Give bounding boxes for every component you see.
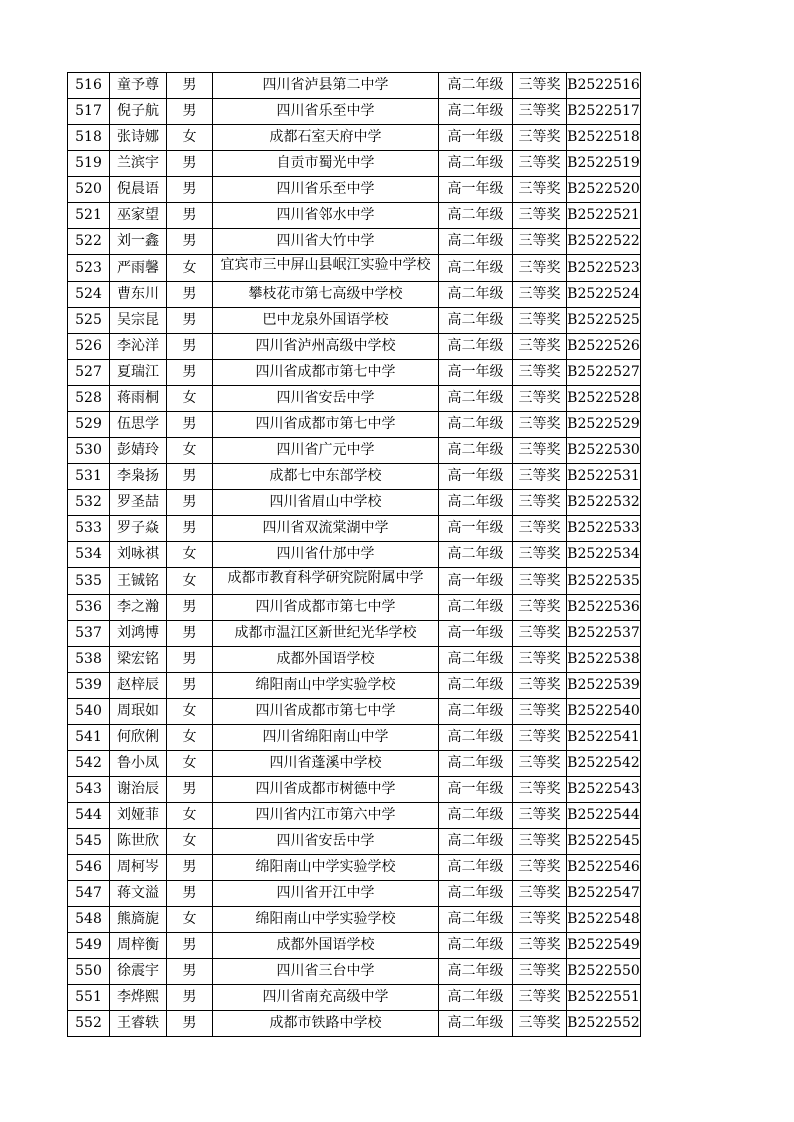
school-name-cell: 自贡市蜀光中学	[213, 151, 439, 177]
school-name-cell: 四川省眉山中学校	[213, 490, 439, 516]
award-level-cell: 三等奖	[513, 125, 567, 151]
certificate-number-cell: B2522544	[567, 803, 641, 829]
gender-cell: 男	[167, 621, 213, 647]
school-name-cell: 四川省安岳中学	[213, 386, 439, 412]
school-name-cell: 成都石室天府中学	[213, 125, 439, 151]
award-level-cell: 三等奖	[513, 673, 567, 699]
gender-cell: 男	[167, 73, 213, 99]
table-row	[68, 621, 641, 647]
gender-cell: 女	[167, 386, 213, 412]
table-row	[68, 542, 641, 568]
gender-cell: 男	[167, 99, 213, 125]
table-row	[68, 177, 641, 203]
certificate-number-cell: B2522522	[567, 229, 641, 255]
student-name-cell: 兰滨宇	[110, 151, 167, 177]
school-name-cell: 成都外国语学校	[213, 647, 439, 673]
school-name-cell: 宜宾市三中屏山县岷江实验中学校	[213, 255, 439, 282]
row-number-cell: 518	[68, 125, 110, 151]
school-name-cell: 成都外国语学校	[213, 933, 439, 959]
certificate-number-cell: B2522539	[567, 673, 641, 699]
row-number-cell: 532	[68, 490, 110, 516]
grade-level-cell: 高二年级	[439, 99, 513, 125]
certificate-number-cell: B2522527	[567, 360, 641, 386]
gender-cell: 女	[167, 542, 213, 568]
student-name-cell: 彭婧玲	[110, 438, 167, 464]
school-name-cell: 四川省成都市第七中学	[213, 412, 439, 438]
student-name-cell: 李枭扬	[110, 464, 167, 490]
school-name-cell: 四川省广元中学	[213, 438, 439, 464]
certificate-number-cell: B2522537	[567, 621, 641, 647]
grade-level-cell: 高一年级	[439, 177, 513, 203]
student-name-cell: 周梓衡	[110, 933, 167, 959]
grade-level-cell: 高二年级	[439, 438, 513, 464]
award-level-cell: 三等奖	[513, 360, 567, 386]
table-row	[68, 595, 641, 621]
table-row	[68, 803, 641, 829]
grade-level-cell: 高二年级	[439, 907, 513, 933]
student-name-cell: 张诗娜	[110, 125, 167, 151]
row-number-cell: 527	[68, 360, 110, 386]
table-row	[68, 99, 641, 125]
table-row	[68, 412, 641, 438]
table-row	[68, 985, 641, 1011]
school-name-cell: 四川省双流棠湖中学	[213, 516, 439, 542]
student-name-cell: 蒋雨桐	[110, 386, 167, 412]
student-name-cell: 伍思学	[110, 412, 167, 438]
certificate-number-cell: B2522547	[567, 881, 641, 907]
school-name-cell: 绵阳南山中学实验学校	[213, 855, 439, 881]
school-name-cell: 绵阳南山中学实验学校	[213, 673, 439, 699]
school-name-cell: 四川省泸县第二中学	[213, 73, 439, 99]
gender-cell: 男	[167, 595, 213, 621]
row-number-cell: 549	[68, 933, 110, 959]
table-row	[68, 881, 641, 907]
gender-cell: 男	[167, 881, 213, 907]
certificate-number-cell: B2522531	[567, 464, 641, 490]
award-level-cell: 三等奖	[513, 933, 567, 959]
gender-cell: 女	[167, 829, 213, 855]
gender-cell: 男	[167, 177, 213, 203]
gender-cell: 男	[167, 959, 213, 985]
certificate-number-cell: B2522535	[567, 568, 641, 595]
table-row	[68, 725, 641, 751]
grade-level-cell: 高二年级	[439, 151, 513, 177]
grade-level-cell: 高二年级	[439, 73, 513, 99]
row-number-cell: 536	[68, 595, 110, 621]
table-row	[68, 360, 641, 386]
grade-level-cell: 高一年级	[439, 464, 513, 490]
certificate-number-cell: B2522543	[567, 777, 641, 803]
grade-level-cell: 高二年级	[439, 282, 513, 308]
gender-cell: 男	[167, 282, 213, 308]
award-level-cell: 三等奖	[513, 881, 567, 907]
award-level-cell: 三等奖	[513, 464, 567, 490]
gender-cell: 女	[167, 438, 213, 464]
table-row	[68, 125, 641, 151]
row-number-cell: 528	[68, 386, 110, 412]
award-level-cell: 三等奖	[513, 73, 567, 99]
table-row	[68, 282, 641, 308]
row-number-cell: 517	[68, 99, 110, 125]
gender-cell: 男	[167, 855, 213, 881]
certificate-number-cell: B2522551	[567, 985, 641, 1011]
row-number-cell: 543	[68, 777, 110, 803]
table-row	[68, 386, 641, 412]
school-name-cell: 四川省安岳中学	[213, 829, 439, 855]
gender-cell: 男	[167, 203, 213, 229]
award-level-cell: 三等奖	[513, 595, 567, 621]
student-name-cell: 蒋文溢	[110, 881, 167, 907]
certificate-number-cell: B2522538	[567, 647, 641, 673]
table-row	[68, 568, 641, 595]
table-row	[68, 1011, 641, 1037]
grade-level-cell: 高二年级	[439, 959, 513, 985]
award-level-cell: 三等奖	[513, 412, 567, 438]
certificate-number-cell: B2522546	[567, 855, 641, 881]
student-name-cell: 熊旖旎	[110, 907, 167, 933]
certificate-number-cell: B2522548	[567, 907, 641, 933]
table-row	[68, 959, 641, 985]
gender-cell: 男	[167, 516, 213, 542]
gender-cell: 男	[167, 360, 213, 386]
gender-cell: 男	[167, 1011, 213, 1037]
school-name-cell: 成都市铁路中学校	[213, 1011, 439, 1037]
row-number-cell: 545	[68, 829, 110, 855]
gender-cell: 男	[167, 647, 213, 673]
certificate-number-cell: B2522542	[567, 751, 641, 777]
grade-level-cell: 高二年级	[439, 803, 513, 829]
school-name-cell: 四川省邻水中学	[213, 203, 439, 229]
certificate-number-cell: B2522526	[567, 334, 641, 360]
student-name-cell: 刘一鑫	[110, 229, 167, 255]
table-row	[68, 647, 641, 673]
student-name-cell: 周珉如	[110, 699, 167, 725]
certificate-number-cell: B2522518	[567, 125, 641, 151]
certificate-number-cell: B2522528	[567, 386, 641, 412]
award-level-cell: 三等奖	[513, 490, 567, 516]
certificate-number-cell: B2522524	[567, 282, 641, 308]
table-row	[68, 933, 641, 959]
roster-body	[68, 73, 641, 1037]
student-name-cell: 严雨馨	[110, 255, 167, 282]
grade-level-cell: 高二年级	[439, 673, 513, 699]
row-number-cell: 516	[68, 73, 110, 99]
grade-level-cell: 高二年级	[439, 412, 513, 438]
row-number-cell: 540	[68, 699, 110, 725]
certificate-number-cell: B2522521	[567, 203, 641, 229]
student-name-cell: 刘鸿博	[110, 621, 167, 647]
row-number-cell: 544	[68, 803, 110, 829]
grade-level-cell: 高二年级	[439, 490, 513, 516]
grade-level-cell: 高二年级	[439, 203, 513, 229]
row-number-cell: 542	[68, 751, 110, 777]
student-name-cell: 夏瑞江	[110, 360, 167, 386]
award-level-cell: 三等奖	[513, 282, 567, 308]
certificate-number-cell: B2522536	[567, 595, 641, 621]
table-row	[68, 907, 641, 933]
grade-level-cell: 高二年级	[439, 751, 513, 777]
award-level-cell: 三等奖	[513, 855, 567, 881]
certificate-number-cell: B2522540	[567, 699, 641, 725]
award-level-cell: 三等奖	[513, 777, 567, 803]
student-name-cell: 吴宗昆	[110, 308, 167, 334]
table-row	[68, 308, 641, 334]
table-row	[68, 490, 641, 516]
row-number-cell: 550	[68, 959, 110, 985]
row-number-cell: 535	[68, 568, 110, 595]
award-level-cell: 三等奖	[513, 386, 567, 412]
student-name-cell: 刘娅菲	[110, 803, 167, 829]
certificate-number-cell: B2522550	[567, 959, 641, 985]
table-row	[68, 73, 641, 99]
gender-cell: 男	[167, 933, 213, 959]
student-name-cell: 王铖铭	[110, 568, 167, 595]
award-level-cell: 三等奖	[513, 1011, 567, 1037]
award-level-cell: 三等奖	[513, 985, 567, 1011]
grade-level-cell: 高二年级	[439, 933, 513, 959]
student-name-cell: 罗子焱	[110, 516, 167, 542]
table-row	[68, 699, 641, 725]
grade-level-cell: 高一年级	[439, 125, 513, 151]
grade-level-cell: 高二年级	[439, 595, 513, 621]
school-name-cell: 四川省成都市第七中学	[213, 360, 439, 386]
student-name-cell: 巫家望	[110, 203, 167, 229]
grade-level-cell: 高二年级	[439, 229, 513, 255]
student-name-cell: 陈世欣	[110, 829, 167, 855]
grade-level-cell: 高二年级	[439, 255, 513, 282]
student-name-cell: 何欣俐	[110, 725, 167, 751]
table-row	[68, 751, 641, 777]
school-name-cell: 四川省蓬溪中学校	[213, 751, 439, 777]
certificate-number-cell: B2522533	[567, 516, 641, 542]
student-name-cell: 谢治辰	[110, 777, 167, 803]
grade-level-cell: 高二年级	[439, 542, 513, 568]
table-row	[68, 229, 641, 255]
certificate-number-cell: B2522529	[567, 412, 641, 438]
certificate-number-cell: B2522520	[567, 177, 641, 203]
student-name-cell: 赵梓辰	[110, 673, 167, 699]
school-name-cell: 四川省乐至中学	[213, 99, 439, 125]
gender-cell: 女	[167, 699, 213, 725]
school-name-cell: 四川省成都市树德中学	[213, 777, 439, 803]
award-level-cell: 三等奖	[513, 647, 567, 673]
row-number-cell: 521	[68, 203, 110, 229]
gender-cell: 女	[167, 907, 213, 933]
award-roster-table	[67, 72, 641, 1037]
award-level-cell: 三等奖	[513, 151, 567, 177]
gender-cell: 女	[167, 751, 213, 777]
student-name-cell: 罗圣喆	[110, 490, 167, 516]
row-number-cell: 530	[68, 438, 110, 464]
grade-level-cell: 高二年级	[439, 855, 513, 881]
certificate-number-cell: B2522532	[567, 490, 641, 516]
school-name-cell: 攀枝花市第七高级中学校	[213, 282, 439, 308]
award-level-cell: 三等奖	[513, 907, 567, 933]
gender-cell: 女	[167, 725, 213, 751]
award-level-cell: 三等奖	[513, 516, 567, 542]
gender-cell: 男	[167, 334, 213, 360]
school-name-cell: 四川省绵阳南山中学	[213, 725, 439, 751]
student-name-cell: 徐震宇	[110, 959, 167, 985]
table-row	[68, 516, 641, 542]
table-row	[68, 829, 641, 855]
student-name-cell: 李沁洋	[110, 334, 167, 360]
grade-level-cell: 高二年级	[439, 985, 513, 1011]
grade-level-cell: 高二年级	[439, 881, 513, 907]
award-level-cell: 三等奖	[513, 203, 567, 229]
table-row	[68, 203, 641, 229]
school-name-cell: 四川省开江中学	[213, 881, 439, 907]
certificate-number-cell: B2522519	[567, 151, 641, 177]
gender-cell: 男	[167, 673, 213, 699]
student-name-cell: 李烨熙	[110, 985, 167, 1011]
gender-cell: 女	[167, 255, 213, 282]
award-level-cell: 三等奖	[513, 829, 567, 855]
gender-cell: 男	[167, 229, 213, 255]
grade-level-cell: 高二年级	[439, 699, 513, 725]
gender-cell: 男	[167, 464, 213, 490]
student-name-cell: 周柯岑	[110, 855, 167, 881]
award-level-cell: 三等奖	[513, 438, 567, 464]
row-number-cell: 525	[68, 308, 110, 334]
row-number-cell: 539	[68, 673, 110, 699]
table-row	[68, 438, 641, 464]
school-name-cell: 巴中龙泉外国语学校	[213, 308, 439, 334]
row-number-cell: 522	[68, 229, 110, 255]
student-name-cell: 倪晨语	[110, 177, 167, 203]
row-number-cell: 552	[68, 1011, 110, 1037]
table-row	[68, 334, 641, 360]
row-number-cell: 537	[68, 621, 110, 647]
row-number-cell: 548	[68, 907, 110, 933]
grade-level-cell: 高二年级	[439, 308, 513, 334]
grade-level-cell: 高一年级	[439, 777, 513, 803]
certificate-number-cell: B2522541	[567, 725, 641, 751]
student-name-cell: 刘咏祺	[110, 542, 167, 568]
award-level-cell: 三等奖	[513, 308, 567, 334]
grade-level-cell: 高二年级	[439, 829, 513, 855]
gender-cell: 女	[167, 125, 213, 151]
grade-level-cell: 高二年级	[439, 725, 513, 751]
school-name-cell: 四川省南充高级中学	[213, 985, 439, 1011]
grade-level-cell: 高二年级	[439, 386, 513, 412]
row-number-cell: 541	[68, 725, 110, 751]
student-name-cell: 曹东川	[110, 282, 167, 308]
table-row	[68, 255, 641, 282]
row-number-cell: 520	[68, 177, 110, 203]
row-number-cell: 534	[68, 542, 110, 568]
certificate-number-cell: B2522549	[567, 933, 641, 959]
student-name-cell: 倪子航	[110, 99, 167, 125]
table-row	[68, 464, 641, 490]
student-name-cell: 鲁小凤	[110, 751, 167, 777]
award-level-cell: 三等奖	[513, 255, 567, 282]
school-name-cell: 成都市教育科学研究院附属中学	[213, 568, 439, 595]
gender-cell: 男	[167, 412, 213, 438]
award-level-cell: 三等奖	[513, 803, 567, 829]
grade-level-cell: 高一年级	[439, 516, 513, 542]
gender-cell: 男	[167, 490, 213, 516]
school-name-cell: 四川省三台中学	[213, 959, 439, 985]
award-level-cell: 三等奖	[513, 959, 567, 985]
row-number-cell: 547	[68, 881, 110, 907]
student-name-cell: 王睿轶	[110, 1011, 167, 1037]
row-number-cell: 519	[68, 151, 110, 177]
grade-level-cell: 高一年级	[439, 568, 513, 595]
gender-cell: 男	[167, 777, 213, 803]
gender-cell: 男	[167, 151, 213, 177]
table-row	[68, 855, 641, 881]
certificate-number-cell: B2522530	[567, 438, 641, 464]
award-level-cell: 三等奖	[513, 751, 567, 777]
gender-cell: 男	[167, 308, 213, 334]
school-name-cell: 成都七中东部学校	[213, 464, 439, 490]
table-row	[68, 777, 641, 803]
certificate-number-cell: B2522545	[567, 829, 641, 855]
grade-level-cell: 高二年级	[439, 647, 513, 673]
student-name-cell: 李之瀚	[110, 595, 167, 621]
school-name-cell: 成都市温江区新世纪光华学校	[213, 621, 439, 647]
row-number-cell: 523	[68, 255, 110, 282]
award-level-cell: 三等奖	[513, 621, 567, 647]
row-number-cell: 531	[68, 464, 110, 490]
school-name-cell: 四川省泸州高级中学校	[213, 334, 439, 360]
school-name-cell: 四川省内江市第六中学	[213, 803, 439, 829]
certificate-number-cell: B2522552	[567, 1011, 641, 1037]
school-name-cell: 四川省成都市第七中学	[213, 595, 439, 621]
gender-cell: 男	[167, 985, 213, 1011]
row-number-cell: 546	[68, 855, 110, 881]
grade-level-cell: 高二年级	[439, 334, 513, 360]
award-level-cell: 三等奖	[513, 177, 567, 203]
row-number-cell: 526	[68, 334, 110, 360]
grade-level-cell: 高一年级	[439, 621, 513, 647]
certificate-number-cell: B2522525	[567, 308, 641, 334]
certificate-number-cell: B2522517	[567, 99, 641, 125]
row-number-cell: 538	[68, 647, 110, 673]
certificate-number-cell: B2522523	[567, 255, 641, 282]
award-level-cell: 三等奖	[513, 568, 567, 595]
gender-cell: 女	[167, 568, 213, 595]
school-name-cell: 四川省乐至中学	[213, 177, 439, 203]
table-row	[68, 673, 641, 699]
school-name-cell: 绵阳南山中学实验学校	[213, 907, 439, 933]
school-name-cell: 四川省成都市第七中学	[213, 699, 439, 725]
award-level-cell: 三等奖	[513, 725, 567, 751]
award-level-cell: 三等奖	[513, 229, 567, 255]
row-number-cell: 551	[68, 985, 110, 1011]
row-number-cell: 524	[68, 282, 110, 308]
row-number-cell: 529	[68, 412, 110, 438]
student-name-cell: 童予尊	[110, 73, 167, 99]
award-level-cell: 三等奖	[513, 99, 567, 125]
award-level-cell: 三等奖	[513, 334, 567, 360]
school-name-cell: 四川省大竹中学	[213, 229, 439, 255]
gender-cell: 女	[167, 803, 213, 829]
award-level-cell: 三等奖	[513, 699, 567, 725]
table-row	[68, 151, 641, 177]
grade-level-cell: 高二年级	[439, 1011, 513, 1037]
certificate-number-cell: B2522516	[567, 73, 641, 99]
grade-level-cell: 高一年级	[439, 360, 513, 386]
certificate-number-cell: B2522534	[567, 542, 641, 568]
school-name-cell: 四川省什邡中学	[213, 542, 439, 568]
award-level-cell: 三等奖	[513, 542, 567, 568]
row-number-cell: 533	[68, 516, 110, 542]
student-name-cell: 梁宏铭	[110, 647, 167, 673]
